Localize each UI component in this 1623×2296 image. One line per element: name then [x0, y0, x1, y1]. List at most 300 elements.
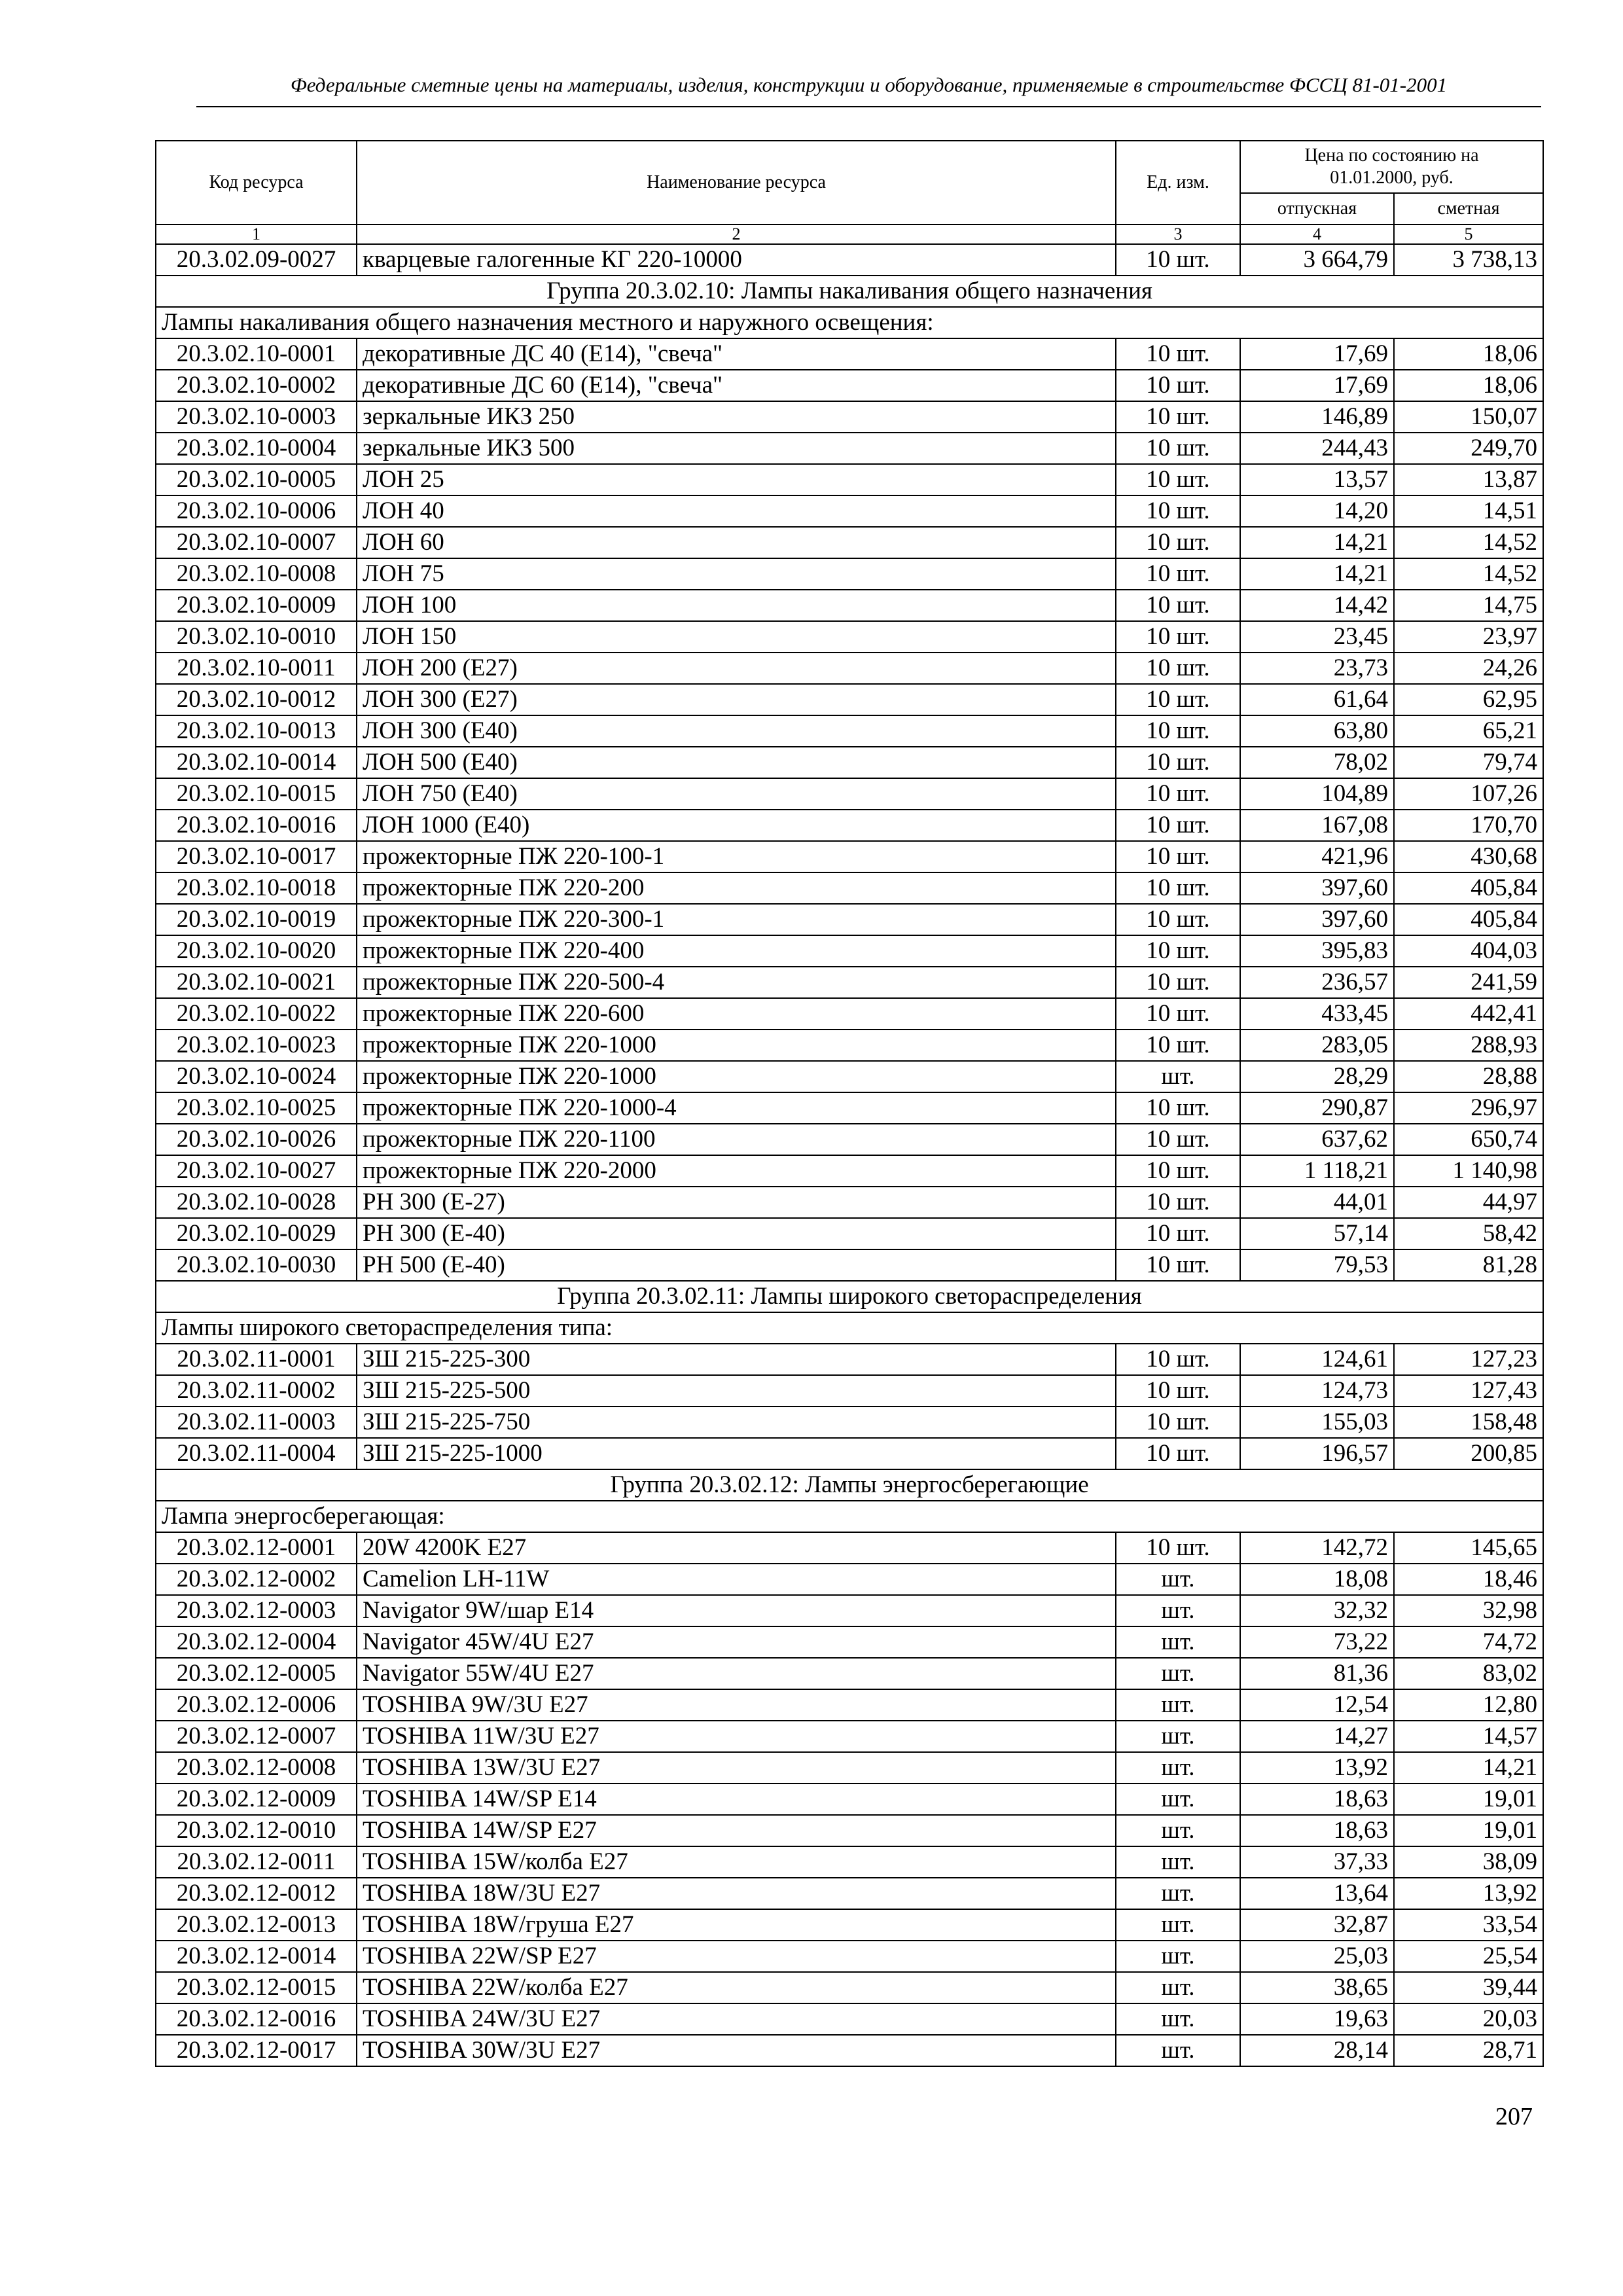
cell-unit: шт. [1116, 1784, 1240, 1815]
cell-unit: шт. [1116, 1972, 1240, 2003]
cell-estimate-price: 14,52 [1394, 527, 1543, 558]
table-row [156, 1784, 1543, 1815]
cell-unit: 10 шт. [1116, 433, 1240, 464]
group-row [156, 1281, 1543, 1312]
cell-code: 20.3.02.12-0003 [156, 1595, 357, 1626]
table-row [156, 1909, 1543, 1941]
group-title: Группа 20.3.02.11: Лампы широкого светораспределения [156, 1281, 1543, 1312]
cell-release-price: 14,21 [1240, 527, 1394, 558]
cell-estimate-price: 14,21 [1394, 1752, 1543, 1784]
cell-name: TOSHIBA 9W/3U E27 [357, 1689, 1116, 1721]
cell-release-price: 167,08 [1240, 810, 1394, 841]
cell-release-price: 637,62 [1240, 1124, 1394, 1155]
cell-release-price: 395,83 [1240, 935, 1394, 967]
cell-unit: 10 шт. [1116, 715, 1240, 747]
cell-estimate-price: 249,70 [1394, 433, 1543, 464]
table-row [156, 810, 1543, 841]
table-row [156, 1878, 1543, 1909]
table-row [156, 1815, 1543, 1846]
cell-unit: 10 шт. [1116, 747, 1240, 778]
table-row [156, 338, 1543, 370]
cell-release-price: 155,03 [1240, 1407, 1394, 1438]
cell-unit: шт. [1116, 1595, 1240, 1626]
cell-estimate-price: 18,46 [1394, 1564, 1543, 1595]
cell-name: прожекторные ПЖ 220-600 [357, 998, 1116, 1030]
cell-name: TOSHIBA 14W/SP E14 [357, 1784, 1116, 1815]
cell-release-price: 3 664,79 [1240, 244, 1394, 276]
cell-unit: 10 шт. [1116, 1438, 1240, 1469]
cell-code: 20.3.02.10-0020 [156, 935, 357, 967]
column-number: 3 [1116, 224, 1240, 244]
cell-code: 20.3.02.12-0011 [156, 1846, 357, 1878]
cell-unit: 10 шт. [1116, 684, 1240, 715]
cell-code: 20.3.02.12-0012 [156, 1878, 357, 1909]
table-row [156, 1752, 1543, 1784]
cell-release-price: 38,65 [1240, 1972, 1394, 2003]
cell-estimate-price: 1 140,98 [1394, 1155, 1543, 1187]
cell-code: 20.3.02.11-0002 [156, 1375, 357, 1407]
cell-name: ЛОН 300 (Е40) [357, 715, 1116, 747]
cell-estimate-price: 38,09 [1394, 1846, 1543, 1878]
header-name: Наименование ресурса [357, 141, 1116, 224]
subheading-text: Лампы накаливания общего назначения местного и наружного освещения: [156, 307, 1543, 338]
table-row [156, 1375, 1543, 1407]
cell-estimate-price: 25,54 [1394, 1941, 1543, 1972]
cell-release-price: 1 118,21 [1240, 1155, 1394, 1187]
cell-name: ЛОН 40 [357, 495, 1116, 527]
cell-name: ЛОН 60 [357, 527, 1116, 558]
cell-code: 20.3.02.12-0010 [156, 1815, 357, 1846]
cell-estimate-price: 44,97 [1394, 1187, 1543, 1218]
page-number: 207 [1495, 2103, 1533, 2130]
price-table [155, 140, 1544, 2067]
cell-estimate-price: 33,54 [1394, 1909, 1543, 1941]
cell-estimate-price: 442,41 [1394, 998, 1543, 1030]
cell-estimate-price: 12,80 [1394, 1689, 1543, 1721]
cell-estimate-price: 404,03 [1394, 935, 1543, 967]
cell-unit: 10 шт. [1116, 1407, 1240, 1438]
cell-unit: 10 шт. [1116, 370, 1240, 401]
table-row [156, 747, 1543, 778]
cell-unit: 10 шт. [1116, 1218, 1240, 1249]
cell-estimate-price: 19,01 [1394, 1815, 1543, 1846]
cell-name: ЛОН 300 (Е27) [357, 684, 1116, 715]
cell-name: ЛОН 75 [357, 558, 1116, 590]
cell-unit: 10 шт. [1116, 872, 1240, 904]
cell-estimate-price: 14,75 [1394, 590, 1543, 621]
cell-unit: шт. [1116, 1909, 1240, 1941]
cell-code: 20.3.02.12-0014 [156, 1941, 357, 1972]
cell-name: TOSHIBA 15W/колба E27 [357, 1846, 1116, 1878]
cell-code: 20.3.02.10-0014 [156, 747, 357, 778]
cell-estimate-price: 127,43 [1394, 1375, 1543, 1407]
cell-name: РН 300 (Е-40) [357, 1218, 1116, 1249]
cell-release-price: 433,45 [1240, 998, 1394, 1030]
cell-code: 20.3.02.12-0009 [156, 1784, 357, 1815]
cell-release-price: 78,02 [1240, 747, 1394, 778]
cell-estimate-price: 158,48 [1394, 1407, 1543, 1438]
cell-name: прожекторные ПЖ 220-400 [357, 935, 1116, 967]
cell-unit: 10 шт. [1116, 621, 1240, 653]
cell-unit: 10 шт. [1116, 967, 1240, 998]
cell-release-price: 14,20 [1240, 495, 1394, 527]
cell-code: 20.3.02.12-0006 [156, 1689, 357, 1721]
cell-name: РН 500 (Е-40) [357, 1249, 1116, 1281]
cell-code: 20.3.02.10-0007 [156, 527, 357, 558]
cell-estimate-price: 127,23 [1394, 1344, 1543, 1375]
cell-release-price: 37,33 [1240, 1846, 1394, 1878]
cell-unit: шт. [1116, 1689, 1240, 1721]
cell-code: 20.3.02.10-0002 [156, 370, 357, 401]
cell-release-price: 283,05 [1240, 1030, 1394, 1061]
cell-estimate-price: 145,65 [1394, 1532, 1543, 1564]
cell-code: 20.3.02.12-0007 [156, 1721, 357, 1752]
cell-name: TOSHIBA 22W/SP E27 [357, 1941, 1116, 1972]
cell-release-price: 23,73 [1240, 653, 1394, 684]
table-row [156, 1846, 1543, 1878]
cell-unit: 10 шт. [1116, 1375, 1240, 1407]
cell-unit: шт. [1116, 1815, 1240, 1846]
cell-name: прожекторные ПЖ 220-1000-4 [357, 1092, 1116, 1124]
cell-code: 20.3.02.10-0013 [156, 715, 357, 747]
table-row [156, 872, 1543, 904]
group-title: Группа 20.3.02.10: Лампы накаливания общего назначения [156, 276, 1543, 307]
cell-name: ЗШ 215-225-300 [357, 1344, 1116, 1375]
cell-name: зеркальные ИКЗ 250 [357, 401, 1116, 433]
table-row [156, 653, 1543, 684]
table-row [156, 841, 1543, 872]
cell-name: зеркальные ИКЗ 500 [357, 433, 1116, 464]
cell-name: Camelion LH-11W [357, 1564, 1116, 1595]
table-row [156, 1595, 1543, 1626]
cell-name: ЛОН 750 (Е40) [357, 778, 1116, 810]
table-row [156, 1532, 1543, 1564]
cell-name: Navigator 9W/шар E14 [357, 1595, 1116, 1626]
cell-release-price: 14,27 [1240, 1721, 1394, 1752]
cell-unit: шт. [1116, 2003, 1240, 2035]
subheading-text: Лампа энергосберегающая: [156, 1501, 1543, 1532]
cell-code: 20.3.02.10-0017 [156, 841, 357, 872]
cell-code: 20.3.02.10-0026 [156, 1124, 357, 1155]
cell-code: 20.3.02.10-0024 [156, 1061, 357, 1092]
subheading-row [156, 1501, 1543, 1532]
cell-estimate-price: 24,26 [1394, 653, 1543, 684]
cell-name: Navigator 45W/4U E27 [357, 1626, 1116, 1658]
cell-release-price: 14,42 [1240, 590, 1394, 621]
cell-code: 20.3.02.10-0006 [156, 495, 357, 527]
cell-release-price: 28,29 [1240, 1061, 1394, 1092]
cell-estimate-price: 18,06 [1394, 338, 1543, 370]
cell-release-price: 63,80 [1240, 715, 1394, 747]
cell-name: декоративные ДС 40 (Е14), "свеча" [357, 338, 1116, 370]
cell-estimate-price: 74,72 [1394, 1626, 1543, 1658]
cell-code: 20.3.02.10-0011 [156, 653, 357, 684]
cell-code: 20.3.02.12-0002 [156, 1564, 357, 1595]
cell-name: ЛОН 25 [357, 464, 1116, 495]
cell-code: 20.3.02.10-0019 [156, 904, 357, 935]
cell-unit: 10 шт. [1116, 401, 1240, 433]
cell-code: 20.3.02.10-0004 [156, 433, 357, 464]
cell-estimate-price: 28,88 [1394, 1061, 1543, 1092]
header-unit: Ед. изм. [1116, 141, 1240, 224]
cell-code: 20.3.02.10-0025 [156, 1092, 357, 1124]
table-row [156, 527, 1543, 558]
cell-name: ЗШ 215-225-500 [357, 1375, 1116, 1407]
subheading-row [156, 1312, 1543, 1344]
cell-estimate-price: 79,74 [1394, 747, 1543, 778]
cell-release-price: 17,69 [1240, 370, 1394, 401]
cell-code: 20.3.02.12-0008 [156, 1752, 357, 1784]
cell-release-price: 397,60 [1240, 872, 1394, 904]
cell-release-price: 13,64 [1240, 1878, 1394, 1909]
cell-code: 20.3.02.10-0028 [156, 1187, 357, 1218]
table-row [156, 621, 1543, 653]
cell-unit: 10 шт. [1116, 998, 1240, 1030]
table-row [156, 1344, 1543, 1375]
cell-name: ЛОН 1000 (Е40) [357, 810, 1116, 841]
cell-name: ЛОН 200 (Е27) [357, 653, 1116, 684]
cell-estimate-price: 83,02 [1394, 1658, 1543, 1689]
cell-name: TOSHIBA 14W/SP E27 [357, 1815, 1116, 1846]
cell-code: 20.3.02.09-0027 [156, 244, 357, 276]
cell-unit: 10 шт. [1116, 464, 1240, 495]
cell-unit: шт. [1116, 1658, 1240, 1689]
cell-name: ЛОН 500 (Е40) [357, 747, 1116, 778]
table-row [156, 778, 1543, 810]
table-row [156, 1407, 1543, 1438]
cell-unit: шт. [1116, 1878, 1240, 1909]
cell-estimate-price: 58,42 [1394, 1218, 1543, 1249]
table-row [156, 1218, 1543, 1249]
table-row [156, 715, 1543, 747]
cell-estimate-price: 200,85 [1394, 1438, 1543, 1469]
cell-name: ЛОН 100 [357, 590, 1116, 621]
cell-unit: 10 шт. [1116, 338, 1240, 370]
cell-name: прожекторные ПЖ 220-1100 [357, 1124, 1116, 1155]
cell-name: декоративные ДС 60 (Е14), "свеча" [357, 370, 1116, 401]
cell-code: 20.3.02.12-0016 [156, 2003, 357, 2035]
cell-estimate-price: 170,70 [1394, 810, 1543, 841]
cell-unit: шт. [1116, 1846, 1240, 1878]
cell-unit: 10 шт. [1116, 1155, 1240, 1187]
cell-estimate-price: 20,03 [1394, 2003, 1543, 2035]
cell-code: 20.3.02.10-0008 [156, 558, 357, 590]
table-row [156, 1030, 1543, 1061]
table-row [156, 904, 1543, 935]
table-row [156, 1249, 1543, 1281]
cell-release-price: 44,01 [1240, 1187, 1394, 1218]
cell-estimate-price: 14,51 [1394, 495, 1543, 527]
cell-code: 20.3.02.10-0010 [156, 621, 357, 653]
cell-name: TOSHIBA 18W/груша E27 [357, 1909, 1116, 1941]
cell-release-price: 32,32 [1240, 1595, 1394, 1626]
column-numbers-row [156, 224, 1543, 244]
cell-estimate-price: 32,98 [1394, 1595, 1543, 1626]
table-row [156, 401, 1543, 433]
cell-code: 20.3.02.10-0027 [156, 1155, 357, 1187]
cell-unit: 10 шт. [1116, 1532, 1240, 1564]
cell-code: 20.3.02.11-0001 [156, 1344, 357, 1375]
cell-name: прожекторные ПЖ 220-300-1 [357, 904, 1116, 935]
cell-estimate-price: 81,28 [1394, 1249, 1543, 1281]
cell-release-price: 73,22 [1240, 1626, 1394, 1658]
table-row [156, 244, 1543, 276]
cell-release-price: 19,63 [1240, 2003, 1394, 2035]
cell-release-price: 124,61 [1240, 1344, 1394, 1375]
table-row [156, 1721, 1543, 1752]
table-row [156, 1061, 1543, 1092]
header-code: Код ресурса [156, 141, 357, 224]
cell-release-price: 13,57 [1240, 464, 1394, 495]
cell-code: 20.3.02.12-0017 [156, 2035, 357, 2066]
table-row [156, 1972, 1543, 2003]
cell-code: 20.3.02.10-0009 [156, 590, 357, 621]
cell-name: прожекторные ПЖ 220-500-4 [357, 967, 1116, 998]
cell-unit: шт. [1116, 1626, 1240, 1658]
cell-estimate-price: 28,71 [1394, 2035, 1543, 2066]
cell-unit: 10 шт. [1116, 1124, 1240, 1155]
cell-code: 20.3.02.10-0005 [156, 464, 357, 495]
cell-estimate-price: 107,26 [1394, 778, 1543, 810]
cell-release-price: 244,43 [1240, 433, 1394, 464]
cell-unit: 10 шт. [1116, 841, 1240, 872]
table-row [156, 1187, 1543, 1218]
cell-release-price: 13,92 [1240, 1752, 1394, 1784]
cell-release-price: 25,03 [1240, 1941, 1394, 1972]
cell-release-price: 142,72 [1240, 1532, 1394, 1564]
subheading-text: Лампы широкого светораспределения типа: [156, 1312, 1543, 1344]
cell-name: TOSHIBA 18W/3U E27 [357, 1878, 1116, 1909]
cell-estimate-price: 405,84 [1394, 904, 1543, 935]
cell-release-price: 79,53 [1240, 1249, 1394, 1281]
cell-estimate-price: 13,92 [1394, 1878, 1543, 1909]
cell-name: TOSHIBA 11W/3U E27 [357, 1721, 1116, 1752]
cell-unit: 10 шт. [1116, 778, 1240, 810]
table-row [156, 2003, 1543, 2035]
cell-release-price: 124,73 [1240, 1375, 1394, 1407]
cell-release-price: 57,14 [1240, 1218, 1394, 1249]
cell-release-price: 146,89 [1240, 401, 1394, 433]
cell-name: TOSHIBA 24W/3U E27 [357, 2003, 1116, 2035]
cell-unit: 10 шт. [1116, 590, 1240, 621]
header-release-price: отпускная [1240, 193, 1394, 224]
table-row [156, 590, 1543, 621]
table-row [156, 998, 1543, 1030]
cell-code: 20.3.02.10-0016 [156, 810, 357, 841]
cell-code: 20.3.02.10-0003 [156, 401, 357, 433]
cell-release-price: 104,89 [1240, 778, 1394, 810]
cell-name: прожекторные ПЖ 220-1000 [357, 1030, 1116, 1061]
cell-estimate-price: 650,74 [1394, 1124, 1543, 1155]
table-row [156, 1564, 1543, 1595]
cell-code: 20.3.02.10-0021 [156, 967, 357, 998]
header-estimate-price: сметная [1394, 193, 1543, 224]
cell-name: кварцевые галогенные КГ 220-10000 [357, 244, 1116, 276]
running-header: Федеральные сметные цены на материалы, изделия, конструкции и оборудование, применяемые в строительстве ФССЦ 81-01-2001 [290, 73, 1448, 96]
table-row [156, 1092, 1543, 1124]
cell-estimate-price: 19,01 [1394, 1784, 1543, 1815]
cell-unit: 10 шт. [1116, 558, 1240, 590]
cell-name: TOSHIBA 13W/3U E27 [357, 1752, 1116, 1784]
table-body [156, 244, 1543, 2066]
cell-name: 20W 4200K E27 [357, 1532, 1116, 1564]
cell-code: 20.3.02.10-0015 [156, 778, 357, 810]
cell-unit: 10 шт. [1116, 1030, 1240, 1061]
table-row [156, 684, 1543, 715]
group-row [156, 276, 1543, 307]
table-row [156, 495, 1543, 527]
cell-release-price: 236,57 [1240, 967, 1394, 998]
cell-unit: 10 шт. [1116, 653, 1240, 684]
cell-name: ЗШ 215-225-1000 [357, 1438, 1116, 1469]
cell-code: 20.3.02.10-0012 [156, 684, 357, 715]
cell-name: TOSHIBA 22W/колба E27 [357, 1972, 1116, 2003]
cell-estimate-price: 65,21 [1394, 715, 1543, 747]
table-row [156, 1438, 1543, 1469]
cell-release-price: 32,87 [1240, 1909, 1394, 1941]
cell-unit: 10 шт. [1116, 1249, 1240, 1281]
cell-code: 20.3.02.11-0003 [156, 1407, 357, 1438]
cell-release-price: 61,64 [1240, 684, 1394, 715]
cell-name: РН 300 (Е-27) [357, 1187, 1116, 1218]
cell-estimate-price: 288,93 [1394, 1030, 1543, 1061]
cell-estimate-price: 14,52 [1394, 558, 1543, 590]
cell-estimate-price: 3 738,13 [1394, 244, 1543, 276]
cell-release-price: 18,63 [1240, 1815, 1394, 1846]
table-row [156, 935, 1543, 967]
cell-code: 20.3.02.10-0030 [156, 1249, 357, 1281]
cell-name: прожекторные ПЖ 220-200 [357, 872, 1116, 904]
cell-release-price: 397,60 [1240, 904, 1394, 935]
cell-unit: 10 шт. [1116, 1344, 1240, 1375]
table-row [156, 2035, 1543, 2066]
cell-release-price: 12,54 [1240, 1689, 1394, 1721]
cell-estimate-price: 62,95 [1394, 684, 1543, 715]
cell-estimate-price: 14,57 [1394, 1721, 1543, 1752]
cell-code: 20.3.02.10-0001 [156, 338, 357, 370]
table-row [156, 967, 1543, 998]
column-number: 2 [357, 224, 1116, 244]
cell-unit: шт. [1116, 1752, 1240, 1784]
cell-unit: шт. [1116, 1721, 1240, 1752]
cell-release-price: 81,36 [1240, 1658, 1394, 1689]
cell-unit: 10 шт. [1116, 810, 1240, 841]
cell-unit: 10 шт. [1116, 244, 1240, 276]
cell-estimate-price: 296,97 [1394, 1092, 1543, 1124]
header-rule [196, 106, 1541, 107]
cell-release-price: 28,14 [1240, 2035, 1394, 2066]
cell-unit: 10 шт. [1116, 935, 1240, 967]
cell-name: TOSHIBA 30W/3U E27 [357, 2035, 1116, 2066]
table-row [156, 1155, 1543, 1187]
column-number: 4 [1240, 224, 1394, 244]
cell-name: прожекторные ПЖ 220-100-1 [357, 841, 1116, 872]
column-number: 5 [1394, 224, 1543, 244]
cell-code: 20.3.02.10-0022 [156, 998, 357, 1030]
table-row [156, 1689, 1543, 1721]
table-row [156, 558, 1543, 590]
cell-release-price: 421,96 [1240, 841, 1394, 872]
cell-name: прожекторные ПЖ 220-2000 [357, 1155, 1116, 1187]
cell-unit: 10 шт. [1116, 527, 1240, 558]
table-header [156, 141, 1543, 244]
cell-code: 20.3.02.12-0004 [156, 1626, 357, 1658]
cell-release-price: 290,87 [1240, 1092, 1394, 1124]
table-row [156, 464, 1543, 495]
cell-release-price: 17,69 [1240, 338, 1394, 370]
header-price-group: Цена по состоянию на 01.01.2000, руб. [1240, 141, 1543, 193]
cell-unit: шт. [1116, 2035, 1240, 2066]
